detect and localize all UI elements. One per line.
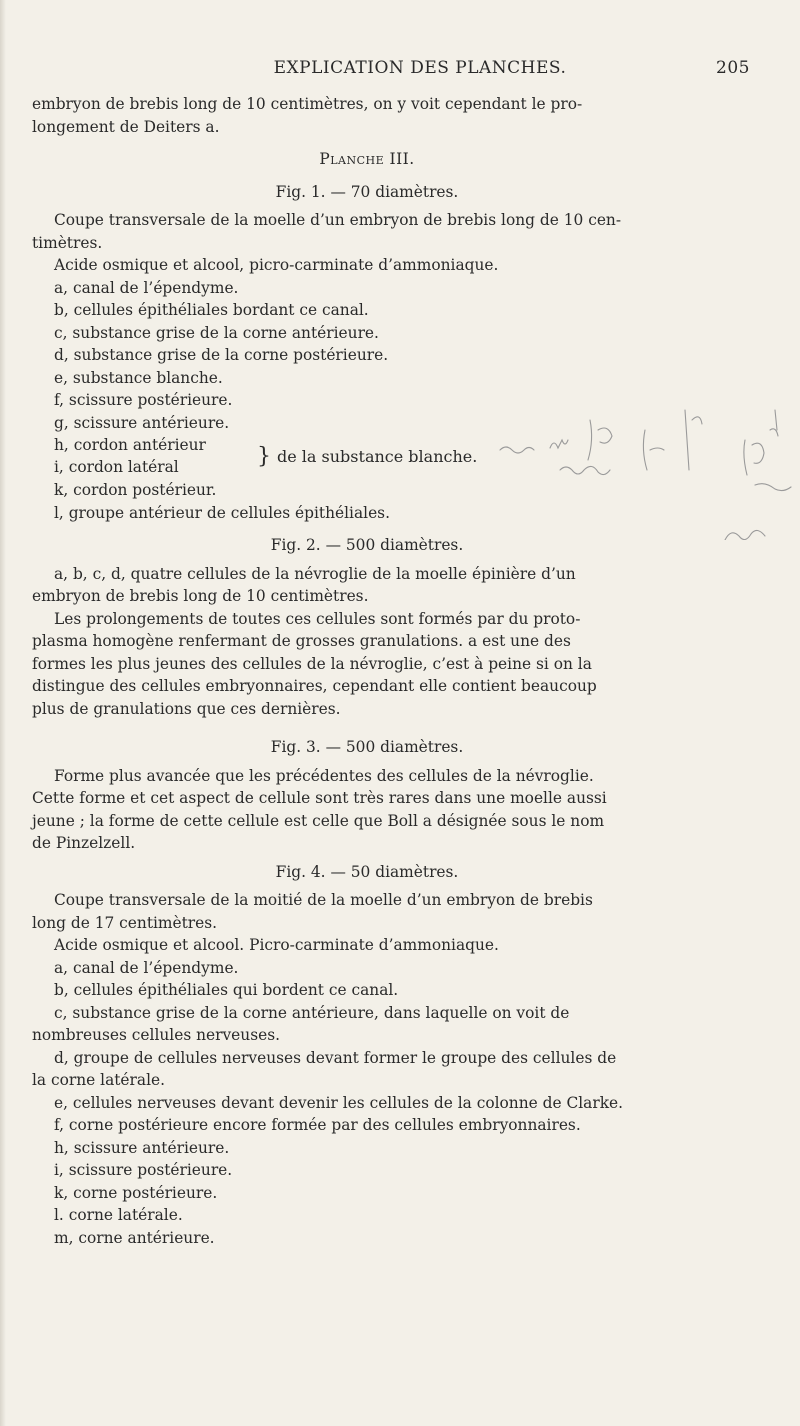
page-number: 205 <box>716 58 750 78</box>
fig4-item-d-line-1: d, groupe de cellules nerveuses devant former le groupe des cellules de <box>54 1048 617 1067</box>
fig1-bracket-item: h, cordon antérieur <box>54 436 206 454</box>
fig2-para-line: plasma homogène renfermant de grosses granulations. a est une des <box>32 632 571 650</box>
fig4-item: i, scissure postérieure. <box>54 1161 233 1179</box>
fig1-item: g, scissure antérieure. <box>54 413 230 432</box>
fig4-item: e, cellules nerveuses devant devenir les cellules de la colonne de Clarke. <box>54 1093 624 1112</box>
running-header <box>90 58 750 82</box>
fig4-method: Acide osmique et alcool. Picro-carminate d’ammoniaque. <box>54 936 499 954</box>
fig2-para-line: formes les plus jeunes des cellules de la névroglie, c’est à peine si on la <box>32 654 592 673</box>
fig1-item: d, substance grise de la corne postérieure. <box>54 346 389 364</box>
fig4-item: a, canal de l’épendyme. <box>54 958 239 977</box>
fig1-item: f, scissure postérieure. <box>54 391 233 409</box>
fig4-desc-line-1: Coupe transversale de la moitié de la moelle d’un embryon de brebis <box>54 891 593 909</box>
fig4-item-c-line-1: c, substance grise de la corne antérieure, dans laquelle on voit de <box>54 1003 570 1022</box>
fig4-item-d-line-2: la corne latérale. <box>32 1071 165 1089</box>
fig1-item: k, cordon postérieur. <box>54 481 217 499</box>
fig4-item: h, scissure antérieure. <box>54 1138 230 1157</box>
intro-line-2: longement de Deiters a. <box>32 117 220 136</box>
fig4-item: f, corne postérieure encore formée par des cellules embryonnaires. <box>54 1116 581 1134</box>
fig1-desc-line-1: Coupe transversale de la moelle d’un embryon de brebis long de 10 cen- <box>54 211 622 229</box>
fig4-item: k, corne postérieure. <box>54 1183 218 1202</box>
fig2-para-line: Les prolongements de toutes ces cellules sont formés par du proto- <box>54 609 581 628</box>
fig1-heading: Fig. 1. — 70 diamètres. <box>275 182 459 201</box>
fig4-item: l. corne latérale. <box>54 1206 183 1224</box>
planche-heading: Planche III. <box>319 150 415 168</box>
fig2-heading: Fig. 2. — 500 diamètres. <box>270 536 464 554</box>
fig1-bracket-item: i, cordon latéral <box>54 458 179 476</box>
fig1-method: Acide osmique et alcool, picro-carminate d’ammoniaque. <box>54 256 499 274</box>
fig1-desc-line-2: timètres. <box>32 233 103 252</box>
fig1-item: e, substance blanche. <box>54 368 223 387</box>
fig1-item: a, canal de l’épendyme. <box>54 278 239 297</box>
fig1-item: l, groupe antérieur de cellules épithéliales. <box>54 503 390 522</box>
fig3-para-line: jeune ; la forme de cette cellule est celle que Boll a désignée sous le nom <box>32 811 605 830</box>
brace-glyph: } <box>257 444 271 469</box>
fig4-item: b, cellules épithéliales qui bordent ce canal. <box>54 981 399 999</box>
fig2-para-line: plus de granulations que ces dernières. <box>32 699 341 718</box>
fig4-item-c-line-2: nombreuses cellules nerveuses. <box>32 1026 280 1044</box>
fig3-heading: Fig. 3. — 500 diamètres. <box>270 738 464 756</box>
page-gutter-shadow <box>0 0 6 1426</box>
fig4-item: m, corne antérieure. <box>54 1228 215 1247</box>
fig1-item: c, substance grise de la corne antérieure. <box>54 323 379 342</box>
fig1-item: b, cellules épithéliales bordant ce canal. <box>54 301 369 319</box>
fig4-heading: Fig. 4. — 50 diamètres. <box>275 862 459 881</box>
fig4-desc-line-2: long de 17 centimètres. <box>32 913 218 932</box>
fig2-line-1: a, b, c, d, quatre cellules de la névroglie de la moelle épinière d’un <box>54 564 576 583</box>
fig3-para-line: de Pinzelzell. <box>32 834 136 852</box>
fig1-bracket-text: de la substance blanche. <box>277 447 478 466</box>
header-title: EXPLICATION DES PLANCHES. <box>273 58 567 78</box>
fig2-para-line: distingue des cellules embryonnaires, cependant elle contient beaucoup <box>32 677 597 695</box>
fig3-para-line: Forme plus avancée que les précédentes des cellules de la névroglie. <box>54 766 594 785</box>
intro-line-1: embryon de brebis long de 10 centimètres, on y voit cependant le pro- <box>32 95 583 113</box>
fig2-line-2: embryon de brebis long de 10 centimètres. <box>32 587 369 605</box>
fig3-para-line: Cette forme et cet aspect de cellule sont très rares dans une moelle aussi <box>32 789 607 807</box>
pencil-marginalia <box>470 390 800 540</box>
page-content <box>32 93 702 1249</box>
